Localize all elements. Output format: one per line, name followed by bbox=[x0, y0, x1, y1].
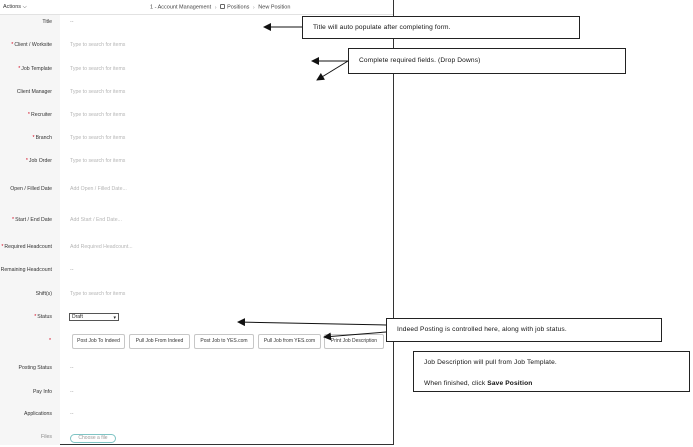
required-headcount-input[interactable]: Add Required Headcount... bbox=[70, 244, 133, 250]
required-marker: * bbox=[11, 42, 14, 48]
status-selected-value: Draft bbox=[72, 314, 83, 320]
breadcrumb-account-management[interactable]: 1 - Account Management bbox=[150, 4, 212, 11]
required-marker: * bbox=[27, 112, 30, 118]
breadcrumb-separator: › bbox=[252, 4, 255, 11]
callout-title-text: Title will auto populate after completing form. bbox=[313, 24, 451, 31]
required-marker: * bbox=[34, 314, 37, 320]
post-job-to-indeed-button[interactable]: Post Job To Indeed bbox=[72, 334, 125, 349]
chevron-down-icon: ▾ bbox=[113, 314, 116, 321]
pay-info-value: -- bbox=[70, 389, 74, 395]
callout-required-text: Complete required fields. (Drop Downs) bbox=[359, 57, 481, 64]
required-marker: * bbox=[18, 66, 21, 72]
callout-title-note bbox=[302, 16, 580, 39]
label-posting-status: Posting Status bbox=[18, 365, 52, 371]
label-column bbox=[0, 15, 60, 445]
choose-file-button[interactable]: Choose a file bbox=[70, 434, 116, 443]
callout-template-line2: When finished, click Save Position bbox=[424, 380, 533, 387]
label-open-filled-date: Open / Filled Date bbox=[10, 186, 52, 192]
label-applications: Applications bbox=[24, 411, 52, 417]
breadcrumb-positions[interactable]: Positions bbox=[227, 4, 250, 11]
required-marker: * bbox=[48, 338, 51, 344]
title-value: -- bbox=[70, 19, 74, 25]
actions-label: Actions bbox=[3, 4, 22, 10]
callout-indeed-text: Indeed Posting is controlled here, along with job status. bbox=[397, 326, 567, 333]
branch-input[interactable]: Type to search for items bbox=[70, 135, 126, 141]
label-files: Files bbox=[41, 434, 52, 440]
post-job-to-yes-button[interactable]: Post Job to YES.com bbox=[194, 334, 254, 349]
page-header bbox=[0, 0, 393, 15]
posting-status-value: -- bbox=[70, 365, 74, 371]
recruiter-input[interactable]: Type to search for items bbox=[70, 112, 126, 118]
client-worksite-input[interactable]: Type to search for items bbox=[70, 42, 126, 48]
pull-job-from-indeed-button[interactable]: Pull Job From Indeed bbox=[129, 334, 190, 349]
label-pay-info: Pay Info bbox=[32, 389, 52, 395]
required-marker: * bbox=[12, 217, 15, 223]
positions-icon bbox=[220, 4, 225, 9]
callout-template-line1: Job Description will pull from Job Template. bbox=[424, 359, 557, 366]
chevron-down-icon: ⌵ bbox=[22, 4, 27, 10]
label-shifts: Shift(s) bbox=[35, 291, 52, 297]
label-required-headcount: *Required Headcount bbox=[1, 244, 52, 250]
label-job-template: *Job Template bbox=[18, 66, 52, 72]
pull-job-from-yes-button[interactable]: Pull Job from YES.com bbox=[258, 334, 321, 349]
label-job-order: *Job Order bbox=[25, 158, 52, 164]
print-job-description-button[interactable]: Print Job Description bbox=[324, 334, 384, 349]
label-remaining-headcount: Remaining Headcount bbox=[0, 267, 52, 273]
label-status: *Status bbox=[34, 314, 52, 320]
label-client-worksite: *Client / Worksite bbox=[11, 42, 52, 48]
open-filled-date-input[interactable]: Add Open / Filled Date... bbox=[70, 186, 127, 192]
remaining-headcount-value: -- bbox=[70, 267, 74, 273]
label-posting-actions bbox=[0, 338, 52, 344]
breadcrumb-new-position: New Position bbox=[258, 4, 291, 11]
callout-template-note bbox=[413, 351, 690, 392]
label-recruiter: *Recruiter bbox=[27, 112, 52, 118]
breadcrumb-separator: › bbox=[214, 4, 217, 11]
label-client-manager: Client Manager bbox=[16, 89, 52, 95]
status-select[interactable] bbox=[69, 313, 119, 321]
required-marker: * bbox=[1, 244, 4, 250]
required-marker: * bbox=[32, 135, 35, 141]
client-manager-input[interactable]: Type to search for items bbox=[70, 89, 126, 95]
save-position-emphasis: Save Position bbox=[487, 380, 533, 387]
callout-required-note bbox=[348, 48, 626, 74]
job-template-input[interactable]: Type to search for items bbox=[70, 66, 126, 72]
label-title: Title bbox=[42, 19, 52, 25]
applications-value: -- bbox=[70, 411, 74, 417]
label-branch: *Branch bbox=[32, 135, 52, 141]
label-start-end-date: *Start / End Date bbox=[12, 217, 52, 223]
job-order-input[interactable]: Type to search for items bbox=[70, 158, 126, 164]
shifts-input[interactable]: Type to search for items bbox=[70, 291, 126, 297]
breadcrumb bbox=[150, 4, 290, 11]
callout-indeed-note bbox=[386, 318, 662, 342]
actions-menu[interactable] bbox=[3, 4, 27, 11]
required-marker: * bbox=[25, 158, 28, 164]
start-end-date-input[interactable]: Add Start / End Date... bbox=[70, 217, 122, 223]
